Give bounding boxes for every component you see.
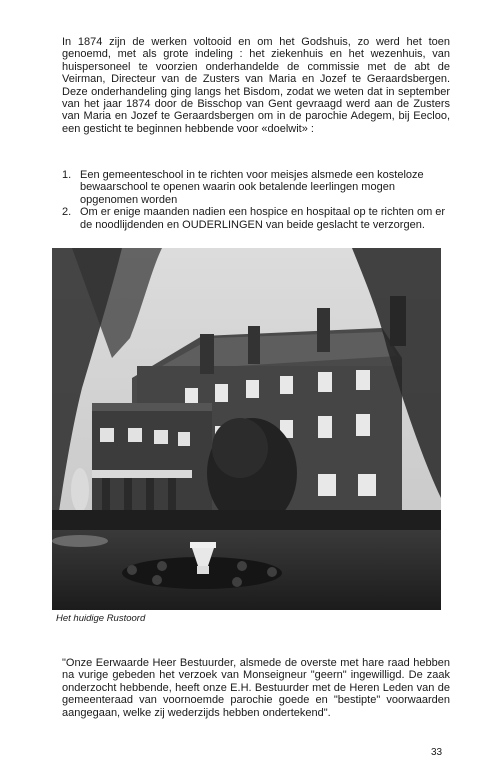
list-item-number: 2. — [62, 206, 72, 219]
quote-paragraph: "Onze Eerwaarde Heer Bestuurder, alsmede de overste met hare raad hebben na vurige gebeden het verzoek van Monseigneur "geern" ingewilligd. De zaak onderzocht hebbende, heeft onze E.H. Bestuurder met de Heren Leden van de gemeenteraad van voornoemde parochie goede en "bestipte" voorwaarden aangegaan, welke zij wederzijds hebben ondertekend". — [62, 657, 450, 719]
intro-paragraph: In 1874 zijn de werken voltooid en om het Godshuis, zo werd het toen genoemd, met als grote indeling : het ziekenhuis en het wezenhuis, van huispersoneel te voorzien onderhandelde de commissie met de abt de Veirman, Directeur van de Zusters van Maria en Jozef te Geraardsbergen. Deze onderhandeling ging langs het Bisdom, zodat we weten dat in september van het jaar 1874 door de Bisschop van Gent gevraagd werd aan de Zusters van Maria en Jozef te Geraardsbergen om in de parochie Adegem, bij Eecloo, een gesticht te beginnen hebbende voor «doelwit» : — [62, 36, 450, 135]
list-item-text: Een gemeenteschool in te richten voor meisjes alsmede een kosteloze bewaarschool te openen waarin ook betalende leerlingen mogen opgenomen worden — [80, 169, 424, 206]
page-number: 33 — [431, 747, 443, 758]
list-item — [62, 206, 452, 231]
list-item-text: Om er enige maanden nadien een hospice en hospitaal op te richten om er de noodlijdenden en OUDERLINGEN van beide geslacht te verzorgen. — [80, 206, 446, 231]
photo-caption: Het huidige Rustoord — [56, 613, 146, 624]
building-photo-illustration — [52, 248, 441, 610]
list-item-number: 1. — [62, 169, 72, 181]
goals-list — [62, 169, 452, 231]
rustoord-photo — [52, 248, 441, 610]
list-item — [62, 169, 452, 206]
